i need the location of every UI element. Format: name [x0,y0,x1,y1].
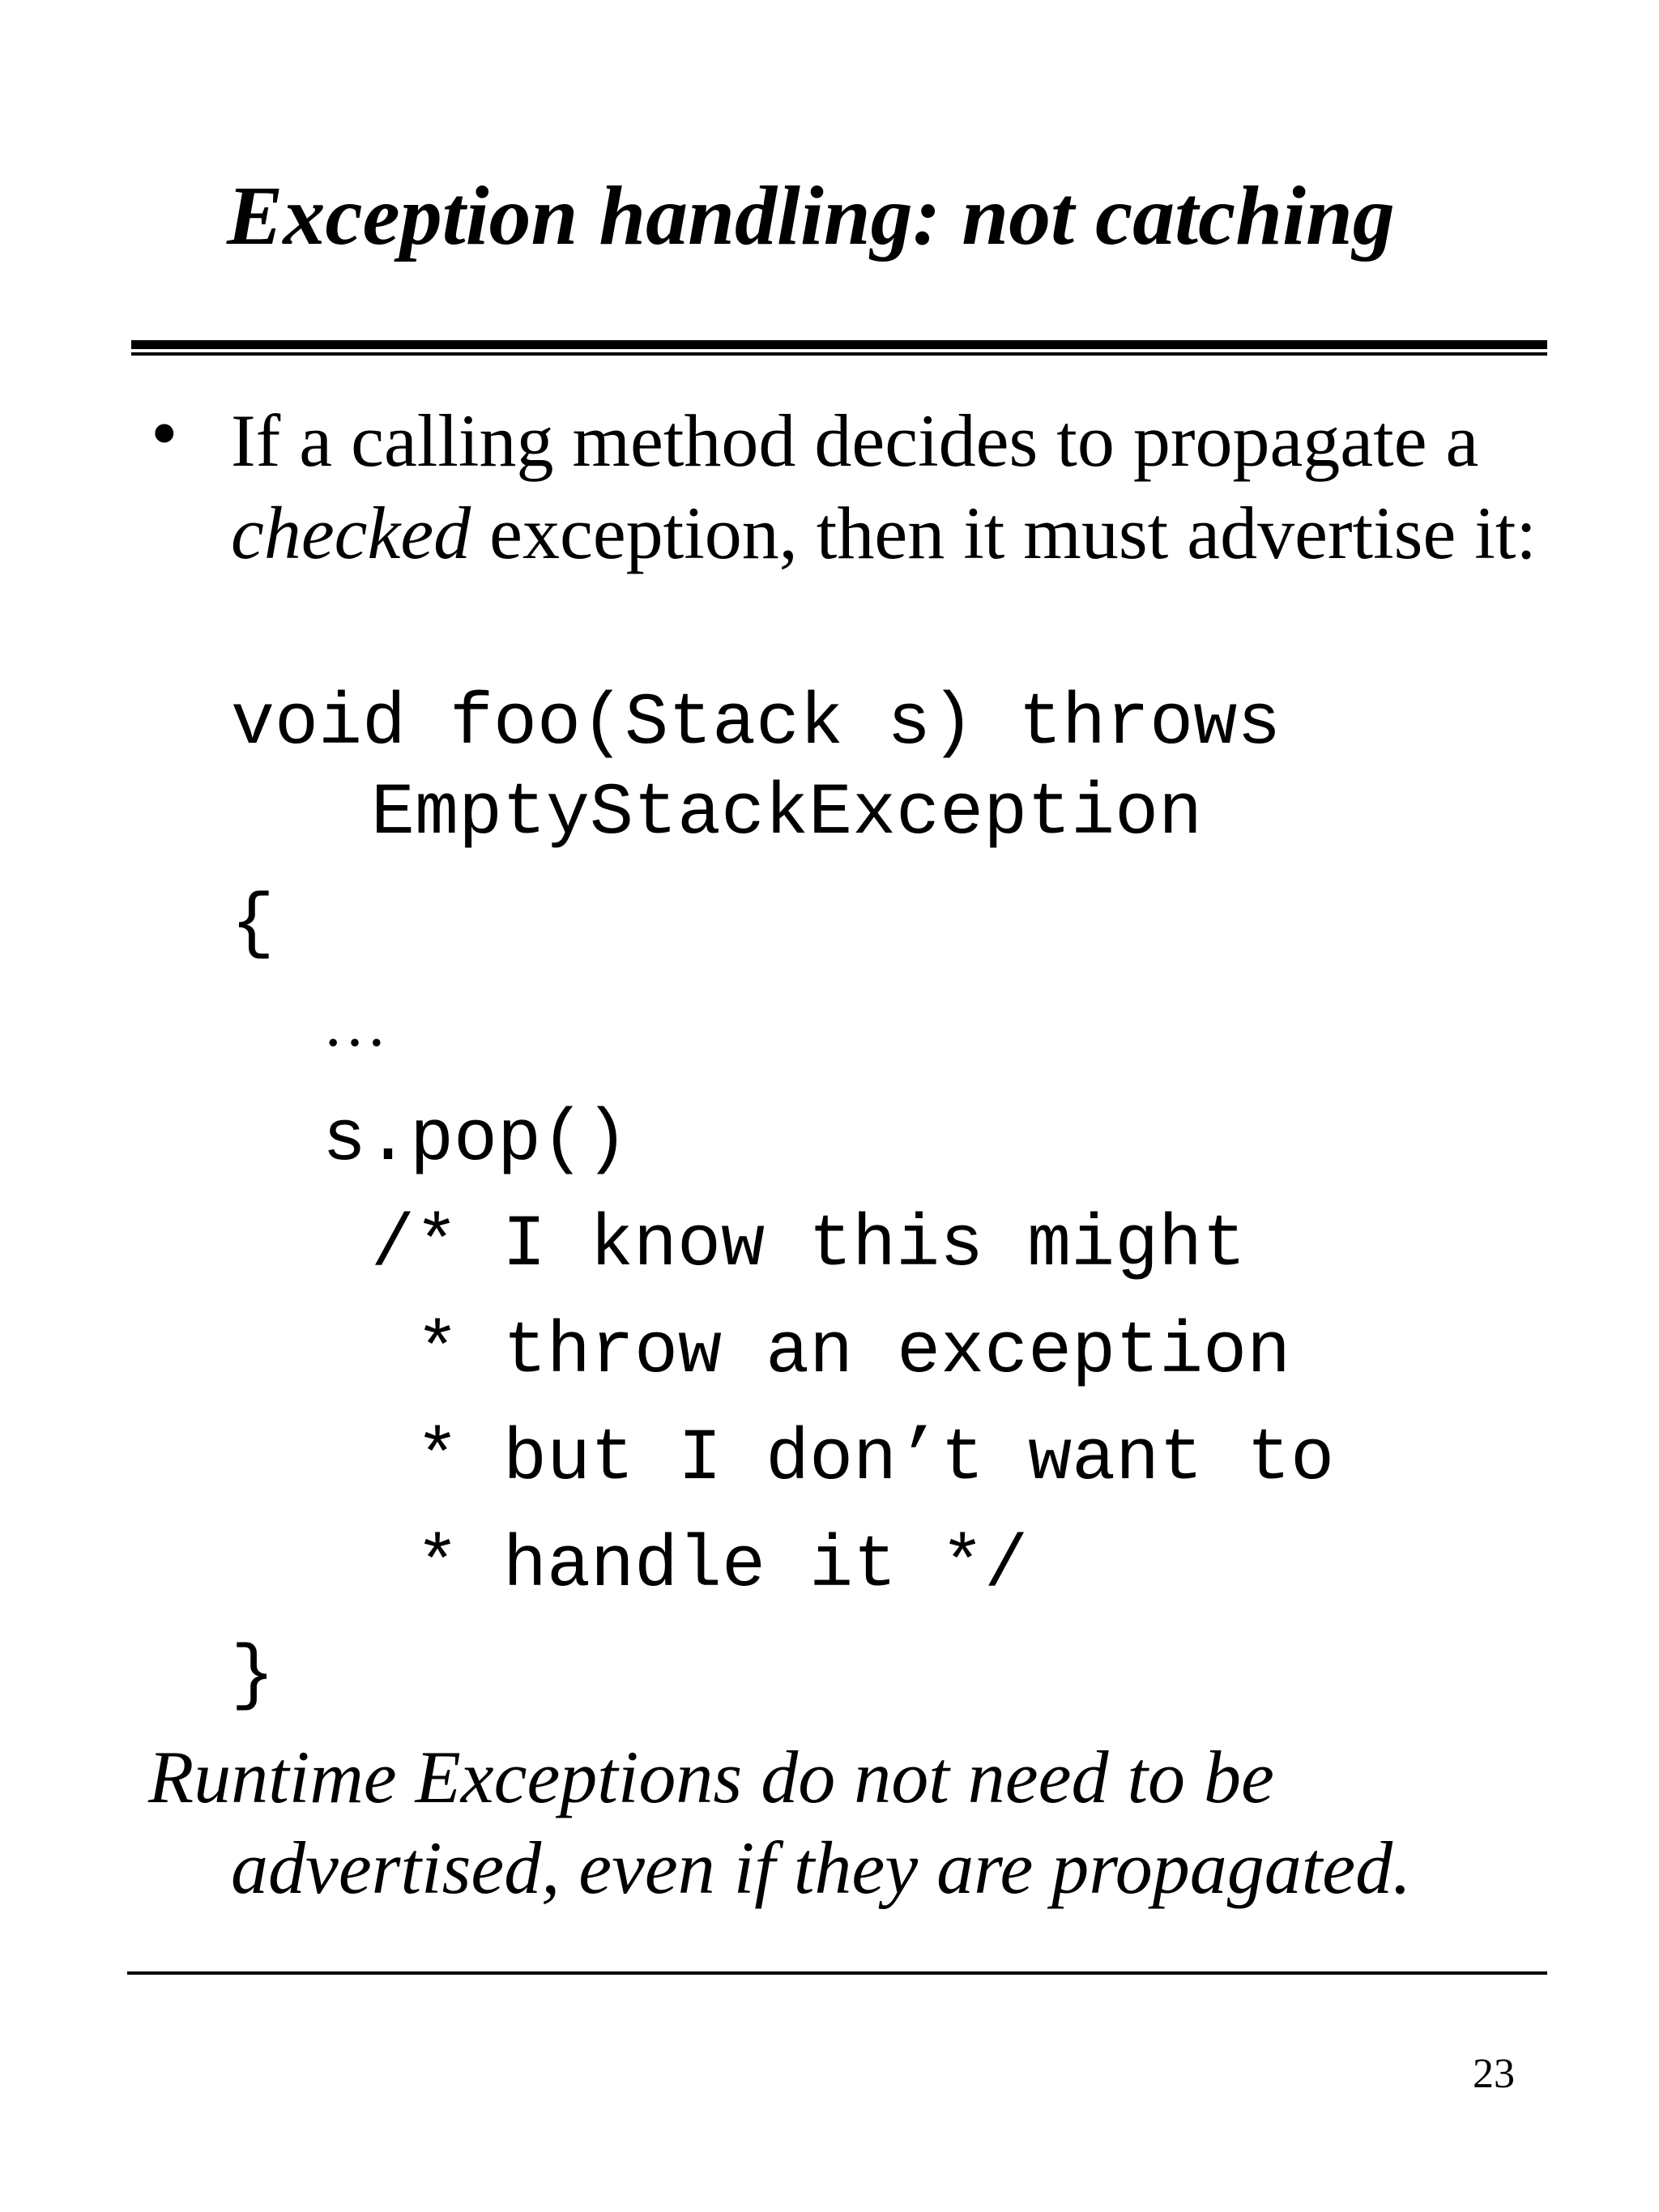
note-line-1: Runtime Exceptions do not need to be [148,1736,1274,1818]
code-line-comment-4: * handle it */ [416,1525,1029,1608]
runtime-exceptions-note [148,1732,1411,1913]
code-line-comment-3: * but I don’t want to [416,1418,1335,1501]
title-rule-thick [131,340,1547,349]
code-line-comment-2: * throw an exception [416,1311,1291,1394]
bullet-marker: • [151,390,178,476]
code-ellipsis: … [322,989,387,1060]
bullet-text-end: exception, then it must advertise it: [471,492,1537,574]
bullet-text-start: If a calling method decides to propagate a [231,399,1479,482]
bullet-text [231,394,1608,579]
title-rule-thin [131,352,1547,356]
code-line-close-brace: } [231,1635,275,1718]
code-line-exception-type: EmptyStackException [371,773,1203,855]
slide-title: Exception handling: not catching [227,169,1395,262]
code-line-comment-1: /* I know this might [371,1204,1247,1287]
bullet-emphasis-checked: checked [231,492,471,574]
code-line-pop-call: s.pop() [322,1099,629,1182]
page-number: 23 [1473,2051,1515,2097]
footer-rule [127,1971,1547,1975]
note-line-2: advertised, even if they are propagated. [231,1826,1412,1909]
code-line-open-brace: { [231,884,275,966]
code-line-signature: void foo(Stack s) throws [231,683,1282,765]
